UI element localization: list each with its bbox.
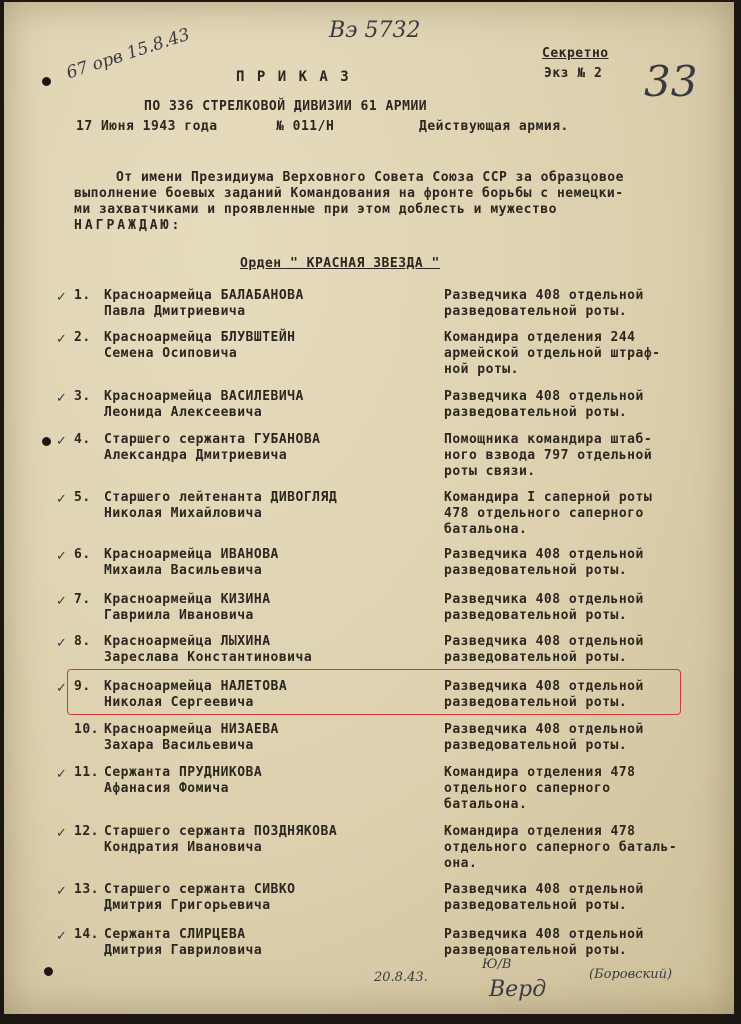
- entry-given-names: Дмитрия Григорьевича: [104, 898, 271, 913]
- entry-number: 1.: [74, 288, 91, 303]
- preamble-line: ми захватчиками и проявленные при этом доблесть и мужество: [74, 202, 557, 217]
- entry-number: 5.: [74, 490, 91, 505]
- entry-position: Разведчика 408 отдельной разведовательной роты.: [444, 288, 644, 319]
- entry-rank-surname: Красноармейца НИЗАЕВА: [104, 722, 279, 737]
- punch-hole: [44, 967, 53, 976]
- entry-given-names: Захара Васильевича: [104, 738, 254, 753]
- entry-number: 9.: [74, 679, 91, 694]
- check-mark-icon: ✓: [56, 434, 68, 449]
- entry-given-names: Михаила Васильевича: [104, 563, 263, 578]
- entry-number: 10.: [74, 722, 99, 737]
- entry-rank-surname: Красноармейца ИВАНОВА: [104, 547, 279, 562]
- page-title: П Р И К А З: [236, 69, 351, 85]
- entry-rank-surname: Красноармейца БАЛАБАНОВА: [104, 288, 304, 303]
- entry-position: Разведчика 408 отдельной разведовательной роты.: [444, 882, 644, 913]
- entry-position: Командира I саперной роты 478 отдельного саперного батальона.: [444, 490, 653, 537]
- entry-position: Командира отделения 478 отдельного саперного баталь- она.: [444, 824, 678, 871]
- entry-given-names: Гавриила Ивановича: [104, 608, 254, 623]
- entry-rank-surname: Сержанта ПРУДНИКОВА: [104, 765, 263, 780]
- entry-rank-surname: Старшего лейтенанта ДИВОГЛЯД: [104, 490, 338, 505]
- entry-number: 14.: [74, 927, 99, 942]
- check-mark-icon: ✓: [56, 636, 68, 651]
- entry-number: 4.: [74, 432, 91, 447]
- entry-number: 6.: [74, 547, 91, 562]
- margin-note: 67 орв 15.8.43: [64, 24, 193, 84]
- handwritten-date: 20.8.43.: [374, 970, 428, 985]
- check-mark-icon: ✓: [56, 594, 68, 609]
- secret-label: Секретно: [542, 46, 609, 61]
- entry-position: Разведчика 408 отдельной разведовательной роты.: [444, 592, 644, 623]
- entry-number: 7.: [74, 592, 91, 607]
- check-mark-icon: ✓: [56, 884, 68, 899]
- entry-rank-surname: Старшего сержанта ГУБАНОВА: [104, 432, 321, 447]
- archive-number: Вэ 5732: [329, 18, 421, 43]
- check-mark-icon: ✓: [56, 929, 68, 944]
- entry-given-names: Дмитрия Гавриловича: [104, 943, 263, 958]
- check-mark-icon: ✓: [56, 681, 68, 696]
- entry-rank-surname: Старшего сержанта ПОЗДНЯКОВА: [104, 824, 338, 839]
- entry-given-names: Зареслава Константиновича: [104, 650, 313, 665]
- entry-position: Командира отделения 244 армейской отдельной штраф- ной роты.: [444, 330, 661, 377]
- preamble-line: От имени Президиума Верховного Совета Союза ССР за образцовое: [116, 170, 624, 185]
- entry-number: 8.: [74, 634, 91, 649]
- entry-given-names: Кондратия Ивановича: [104, 840, 263, 855]
- entry-given-names: Семена Осиповича: [104, 346, 238, 361]
- entry-number: 11.: [74, 765, 99, 780]
- entry-position: Помощника командира штаб- ного взвода 797 отдельной роты связи.: [444, 432, 653, 479]
- award-heading: Орден " КРАСНАЯ ЗВЕЗДА ": [240, 256, 440, 271]
- check-mark-icon: ✓: [56, 826, 68, 841]
- signature: Верд: [489, 977, 547, 1002]
- entry-position: Разведчика 408 отдельной разведовательной роты.: [444, 722, 644, 753]
- order-location: Действующая армия.: [419, 119, 569, 134]
- signer-name: (Боровский): [589, 967, 673, 982]
- signature-initials: Ю/В: [482, 957, 512, 972]
- check-mark-icon: ✓: [56, 290, 68, 305]
- page-subtitle: ПО 336 СТРЕЛКОВОЙ ДИВИЗИИ 61 АРМИИ: [144, 99, 428, 114]
- punch-hole: [42, 77, 51, 86]
- entry-rank-surname: Красноармейца ЛЫХИНА: [104, 634, 271, 649]
- order-number: № 011/Н: [276, 119, 335, 134]
- preamble-line: НАГРАЖДАЮ:: [74, 218, 183, 233]
- entry-given-names: Николая Михайловича: [104, 506, 263, 521]
- entry-position: Разведчика 408 отдельной разведовательной роты.: [444, 927, 644, 958]
- entry-rank-surname: Красноармейца КИЗИНА: [104, 592, 271, 607]
- preamble-line: выполнение боевых заданий Командования на фронте борьбы с немецки-: [74, 186, 624, 201]
- entry-number: 2.: [74, 330, 91, 345]
- entry-rank-surname: Старшего сержанта СИВКО: [104, 882, 296, 897]
- check-mark-icon: ✓: [56, 391, 68, 406]
- copy-label: Экз № 2: [544, 66, 603, 81]
- entry-position: Разведчика 408 отдельной разведовательной роты.: [444, 547, 644, 578]
- entry-position: Разведчика 408 отдельной разведовательной роты.: [444, 634, 644, 665]
- order-date: 17 Июня 1943 года: [76, 119, 218, 134]
- entry-rank-surname: Красноармейца ВАСИЛЕВИЧА: [104, 389, 304, 404]
- entry-given-names: Николая Сергеевича: [104, 695, 254, 710]
- check-mark-icon: ✓: [56, 767, 68, 782]
- entry-number: 12.: [74, 824, 99, 839]
- punch-hole: [42, 437, 51, 446]
- entry-rank-surname: Красноармейца НАЛЕТОВА: [104, 679, 288, 694]
- entry-given-names: Александра Дмитриевича: [104, 448, 288, 463]
- entry-position: Разведчика 408 отдельной разведовательной роты.: [444, 389, 644, 420]
- entry-number: 3.: [74, 389, 91, 404]
- entry-given-names: Павла Дмитриевича: [104, 304, 246, 319]
- entry-rank-surname: Сержанта СЛИРЦЕВА: [104, 927, 246, 942]
- entry-position: Командира отделения 478 отдельного саперного батальона.: [444, 765, 636, 812]
- check-mark-icon: ✓: [56, 549, 68, 564]
- entry-given-names: Афанасия Фомича: [104, 781, 229, 796]
- check-mark-icon: ✓: [56, 332, 68, 347]
- entry-rank-surname: Красноармейца БЛУВШТЕЙН: [104, 330, 296, 345]
- highlight-box: [67, 669, 681, 715]
- check-mark-icon: ✓: [56, 492, 68, 507]
- handwritten-mark: 33: [644, 57, 698, 106]
- entry-position: Разведчика 408 отдельной разведовательной роты.: [444, 679, 644, 710]
- document-page: [4, 2, 734, 1014]
- entry-number: 13.: [74, 882, 99, 897]
- entry-given-names: Леонида Алексеевича: [104, 405, 263, 420]
